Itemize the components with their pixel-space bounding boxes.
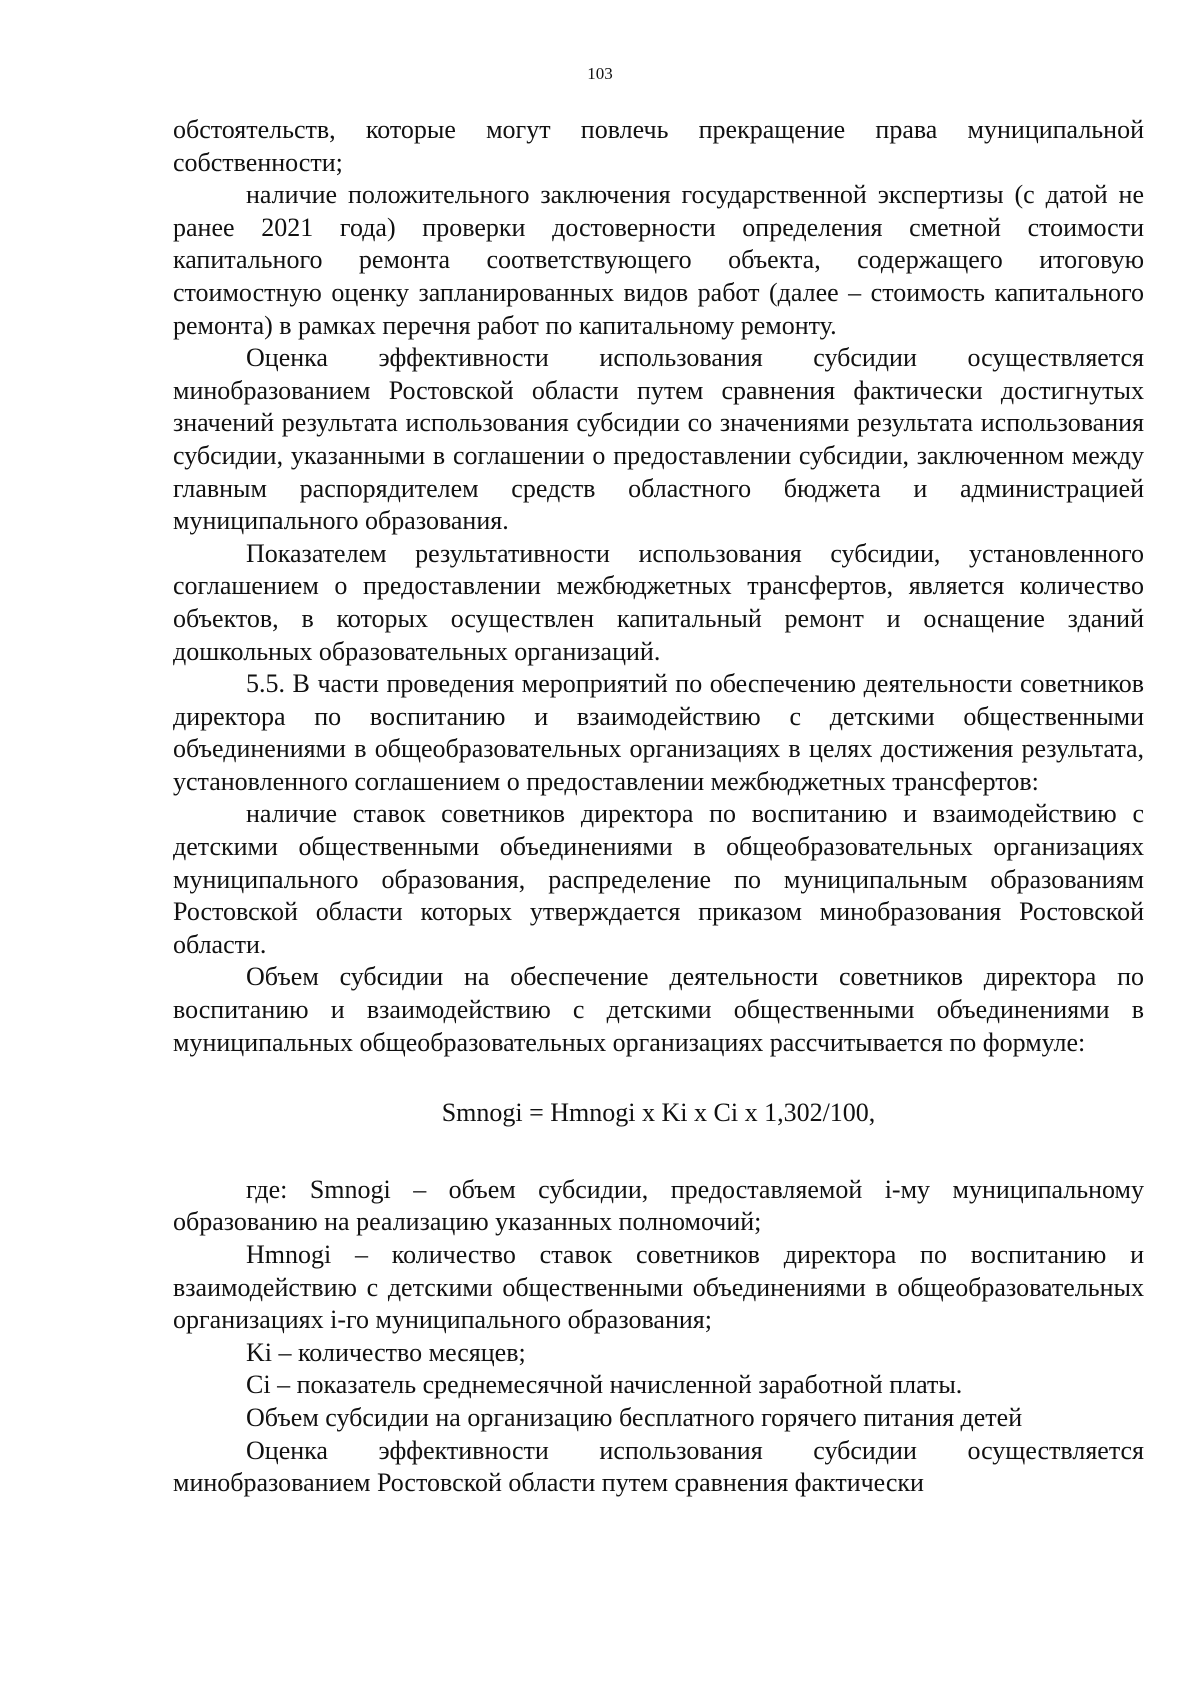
page-number: 103 xyxy=(587,64,613,83)
paragraph: Оценка эффективности использования субсидии осуществляется минобразованием Ростовской области путем сравнения фактически достигнутых значений результата использования субсидии со значениями результата использования субсидии, указанными в соглашении о предоставлении субсидии, заключенном между главным распорядителем средств областного бюджета и администрацией муниципального образования. xyxy=(173,343,1144,536)
paragraph: Объем субсидии на организацию бесплатного горячего питания детей xyxy=(246,1402,1023,1432)
definition-paragraph: Ci – показатель среднемесячной начисленной заработной платы. xyxy=(246,1370,963,1400)
definition-paragraph: где: Smnogi – объем субсидии, предоставляемой i-му муниципальному образованию на реализацию указанных полномочий; xyxy=(173,1174,1144,1237)
paragraph: Показателем результативности использования субсидии, установленного соглашением о предоставлении межбюджетных трансфертов, является количество объектов, в которых осуществлен капитальный ремонт и оснащение зданий дошкольных образовательных организаций. xyxy=(173,538,1144,666)
paragraph: обстоятельств, которые могут повлечь прекращение права муниципальной собственности; xyxy=(173,115,1144,177)
document-body xyxy=(173,114,1144,1500)
paragraph: наличие положительного заключения государственной экспертизы (с датой не ранее 2021 года) проверки достоверности определения сметной стоимости капитального ремонта соответствующего объекта, содержащего итоговую стоимостную оценку запланированных видов работ (далее – стоимость капитального ремонта) в рамках перечня работ по капитальному ремонту. xyxy=(173,180,1144,340)
definition-paragraph: Ki – количество месяцев; xyxy=(246,1337,526,1367)
paragraph: Оценка эффективности использования субсидии осуществляется минобразованием Ростовской области путем сравнения фактически xyxy=(173,1435,1144,1498)
definition-paragraph: Hmnogi – количество ставок советников директора по воспитанию и взаимодействию с детскими общественными объединениями в общеобразовательных организациях i-го муниципального образования; xyxy=(173,1240,1144,1335)
paragraph: 5.5. В части проведения мероприятий по обеспечению деятельности советников директора по воспитанию и взаимодействию с детскими общественными объединениями в общеобразовательных организациях в целях достижения результата, установленного соглашением о предоставлении межбюджетных трансфертов: xyxy=(173,669,1144,796)
paragraph: Объем субсидии на обеспечение деятельности советников директора по воспитанию и взаимодействию с детскими общественными объединениями в муниципальных общеобразовательных организациях рассчитывается по формуле: xyxy=(173,962,1144,1057)
formula: Smnogi = Hmnogi x Ki x Ci x 1,302/100, xyxy=(441,1098,876,1128)
paragraph: наличие ставок советников директора по воспитанию и взаимодействию с детскими общественными объединениями в общеобразовательных организациях муниципального образования, распределение по муниципальным образованиям Ростовской области которых утверждается приказом минобразования Ростовской области. xyxy=(173,799,1144,959)
